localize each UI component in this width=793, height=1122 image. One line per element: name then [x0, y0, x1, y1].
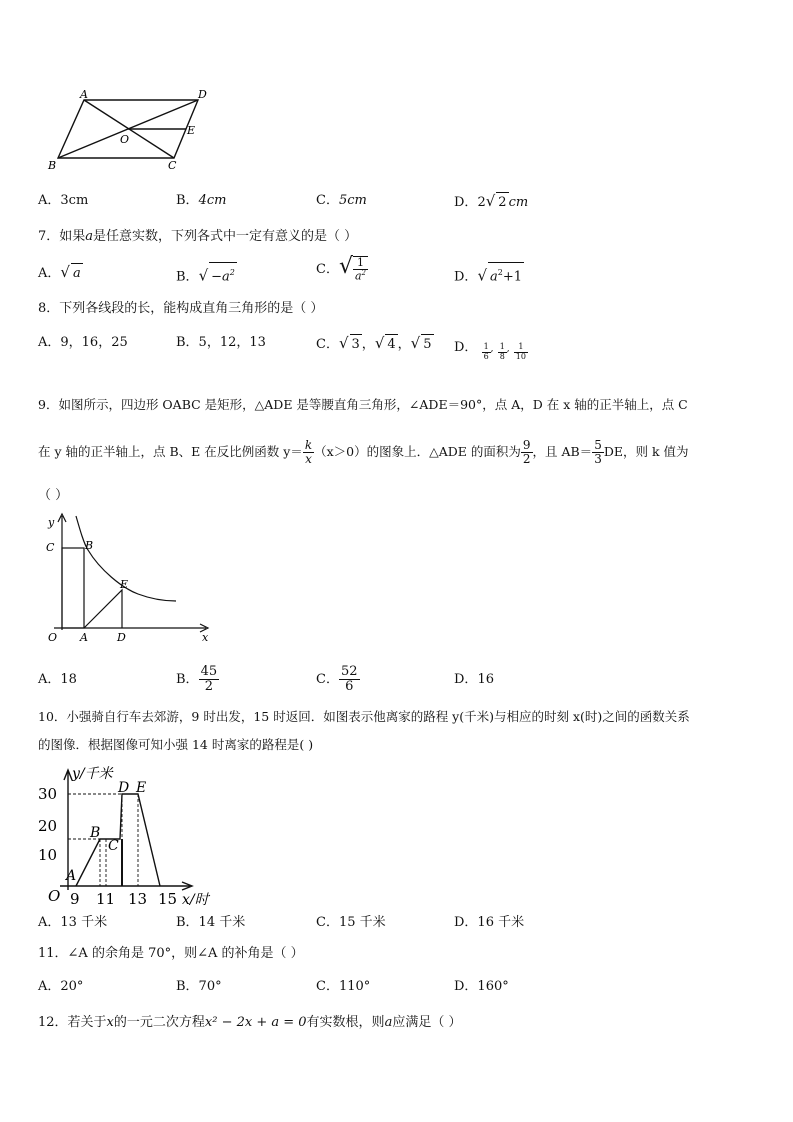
label-D: D: [117, 631, 126, 644]
q9-option-d: D．16: [454, 672, 494, 687]
tick-x-11: 11: [96, 890, 116, 908]
label-A: A: [66, 868, 77, 884]
q8-stem: 8．下列各线段的长，能构成直角三角形的是（ ）: [38, 301, 324, 316]
tick-x-15: 15: [158, 890, 178, 908]
q7-option-c: C．√ $\frac{1}{a^2}$: [316, 253, 367, 283]
q11-option-a: A．20°: [38, 979, 84, 994]
inverse-function-figure: [38, 510, 218, 645]
q7-option-b: B．√ $-a^2$: [176, 262, 237, 282]
q6-option-b: B．4cm: [176, 193, 227, 208]
q7-option-a: A．√ a: [38, 262, 83, 282]
distance-time-graph: [30, 762, 230, 910]
label-O: O: [48, 887, 61, 905]
tick-x-9: 9: [70, 890, 80, 908]
q10-option-a: A．13 千米: [38, 915, 108, 930]
parallelogram-figure: [40, 85, 220, 175]
q6-option-d: D．2√ 2 cm: [454, 191, 528, 211]
q10-option-d: D．16 千米: [454, 915, 525, 930]
label-C: C: [168, 159, 177, 172]
q8-option-a: A．9，16，25: [38, 335, 128, 350]
label-D: D: [198, 88, 207, 101]
label-A: A: [80, 88, 88, 101]
q10-line1: 10．小强骑自行车去郊游，9 时出发，15 时返回．如图表示他离家的路程 y(千米)与相应的时刻 x(时)之间的函数关系: [38, 709, 690, 724]
tick-y-10: 10: [38, 846, 58, 864]
q6-option-a: A．3cm: [38, 193, 89, 208]
q11-option-c: C．110°: [316, 979, 371, 994]
label-A: A: [80, 631, 88, 644]
label-E: E: [120, 578, 129, 591]
label-D: D: [118, 780, 130, 796]
tick-y-30: 30: [38, 785, 58, 803]
q9-line1: 9．如图所示，四边形 OABC 是矩形，△ADE 是等腰直角三角形，∠ADE＝90°，点 A，D 在 x 轴的正半轴上，点 C: [38, 397, 688, 412]
q8-option-b: B．5，12，13: [176, 335, 266, 350]
tick-x-13: 13: [128, 890, 148, 908]
q9-paren: （ ）: [38, 488, 69, 503]
q12-stem: 12．若关于x的一元二次方程x² − 2x + a = 0有实数根，则a应满足（ ）: [38, 1015, 462, 1030]
q6-option-c: C．5cm: [316, 193, 367, 208]
axis-x-label: x: [202, 631, 209, 644]
axis-y-label: y: [48, 516, 55, 529]
q8-option-d: D． $\frac{1}{6}$ , $\frac{1}{8}$ , $\frac{1}{10}$: [454, 339, 526, 361]
q11-option-d: D．160°: [454, 979, 509, 994]
label-B: B: [48, 159, 57, 172]
label-E: E: [136, 780, 147, 796]
q10-option-b: B．14 千米: [176, 915, 246, 930]
q8-option-c: C．√ 3 ，√ 4 ，√ 5: [316, 333, 434, 353]
q11-stem: 11．∠A 的余角是 70°，则∠A 的补角是（ ）: [38, 946, 304, 961]
label-C: C: [46, 541, 55, 554]
axis-y-label: y/千米: [72, 766, 113, 782]
q9-option-b: B． $\frac{45}{2}$: [176, 663, 218, 694]
label-B: B: [90, 825, 101, 841]
q9-option-c: C． $\frac{52}{6}$: [316, 663, 358, 694]
q11-option-b: B．70°: [176, 979, 222, 994]
tick-y-20: 20: [38, 817, 58, 835]
label-E: E: [187, 124, 196, 137]
q10-line2: 的图像．根据图像可知小强 14 时离家的路程是( ): [38, 737, 314, 752]
label-C: C: [108, 838, 119, 854]
q7-stem: 7．如果a是任意实数，下列各式中一定有意义的是（ ）: [38, 229, 358, 244]
q10-option-c: C．15 千米: [316, 915, 386, 930]
label-O: O: [120, 133, 130, 146]
q7-option-d: D．√ $a^2+1$: [454, 262, 524, 282]
label-O: O: [48, 631, 58, 644]
q9-line2: 在 y 轴的正半轴上，点 B、E 在反比例函数 y＝ $\frac{k}{x}$ （x＞0）的图象上．△ADE 的面积为 $\frac{9}{2}$ ，且 AB＝ $\frac{5}{3}$ DE，则 k 值为: [38, 437, 689, 466]
q9-option-a: A．18: [38, 672, 77, 687]
axis-x-label: x/时: [182, 892, 209, 908]
label-B: B: [85, 539, 94, 552]
